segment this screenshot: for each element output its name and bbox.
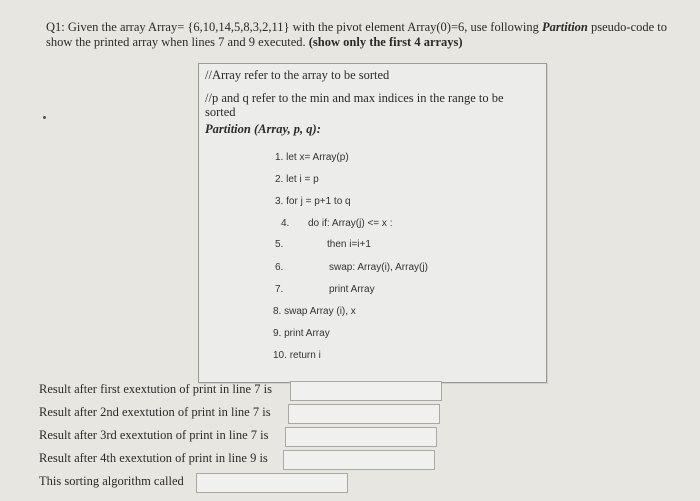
- line-number: 9.: [273, 328, 282, 339]
- code-comment-2: //p and q refer to the min and max indices in the range to be sorted: [205, 91, 504, 119]
- code-line-10: [273, 350, 321, 361]
- answer-label-3: Result after 3rd exextution of print in line 7 is: [39, 428, 269, 442]
- question-text-a: Given the array Array= {6,10,14,5,8,3,2,11} with the pivot element Array(0)=6, use following: [67, 20, 539, 34]
- answer-label-2: Result after 2nd exextution of print in line 7 is: [39, 405, 271, 419]
- line-number: 4.: [281, 218, 290, 229]
- line-text: print Array: [329, 284, 375, 295]
- code-line-2: [275, 174, 319, 185]
- answer-label-1: Result after first exextution of print in line 7 is: [39, 382, 272, 396]
- line-text: swap Array (i), x: [284, 306, 356, 317]
- answer-row-3: [39, 427, 268, 443]
- line-number: 5.: [275, 239, 284, 250]
- partition-word: Partition: [542, 20, 588, 34]
- line-text: let i = p: [286, 174, 319, 185]
- line-text: print Array: [284, 328, 330, 339]
- answer-input-5[interactable]: [196, 473, 348, 493]
- question-text: [46, 20, 686, 50]
- code-line-8: [273, 306, 356, 317]
- line-text: return i: [289, 350, 321, 361]
- line-number: 6.: [275, 262, 284, 273]
- answer-row-1: [39, 381, 272, 397]
- answer-row-2: [39, 404, 271, 420]
- code-comment-1: //Array refer to the array to be sorted: [205, 68, 390, 82]
- answer-input-4[interactable]: [283, 450, 435, 470]
- line-text: let x= Array(p): [286, 152, 349, 163]
- question-label: Q1:: [46, 20, 65, 34]
- answer-row-4: [39, 450, 268, 466]
- line-number: 3.: [275, 196, 284, 207]
- code-line-1: [275, 152, 349, 163]
- line-text: swap: Array(i), Array(j): [329, 262, 428, 273]
- line-text: do if: Array(j) <= x :: [308, 218, 393, 229]
- code-line-9: [273, 328, 330, 339]
- code-line-3: [275, 196, 351, 207]
- line-text: for j = p+1 to q: [286, 196, 351, 207]
- answer-label-5: This sorting algorithm called: [39, 474, 184, 488]
- line-number: 1.: [275, 152, 284, 163]
- function-signature: Partition (Array, p, q):: [205, 122, 321, 136]
- answer-input-3[interactable]: [285, 427, 437, 447]
- pseudocode-box: [198, 63, 547, 383]
- line-number: 7.: [275, 284, 284, 295]
- answer-row-5: [39, 473, 184, 489]
- line-number: 10.: [273, 350, 287, 361]
- answer-label-4: Result after 4th exextution of print in line 9 is: [39, 451, 268, 465]
- question-text-b: pseudo-code to show the printed array when lines 7 and 9 executed.: [46, 20, 668, 49]
- bullet-dot: [43, 116, 46, 119]
- line-text: then i=i+1: [327, 239, 371, 250]
- line-number: 2.: [275, 174, 284, 185]
- line-number: 8.: [273, 306, 282, 317]
- answer-input-2[interactable]: [288, 404, 440, 424]
- question-emphasis: (show only the first 4 arrays): [308, 35, 463, 49]
- answer-input-1[interactable]: [290, 381, 442, 401]
